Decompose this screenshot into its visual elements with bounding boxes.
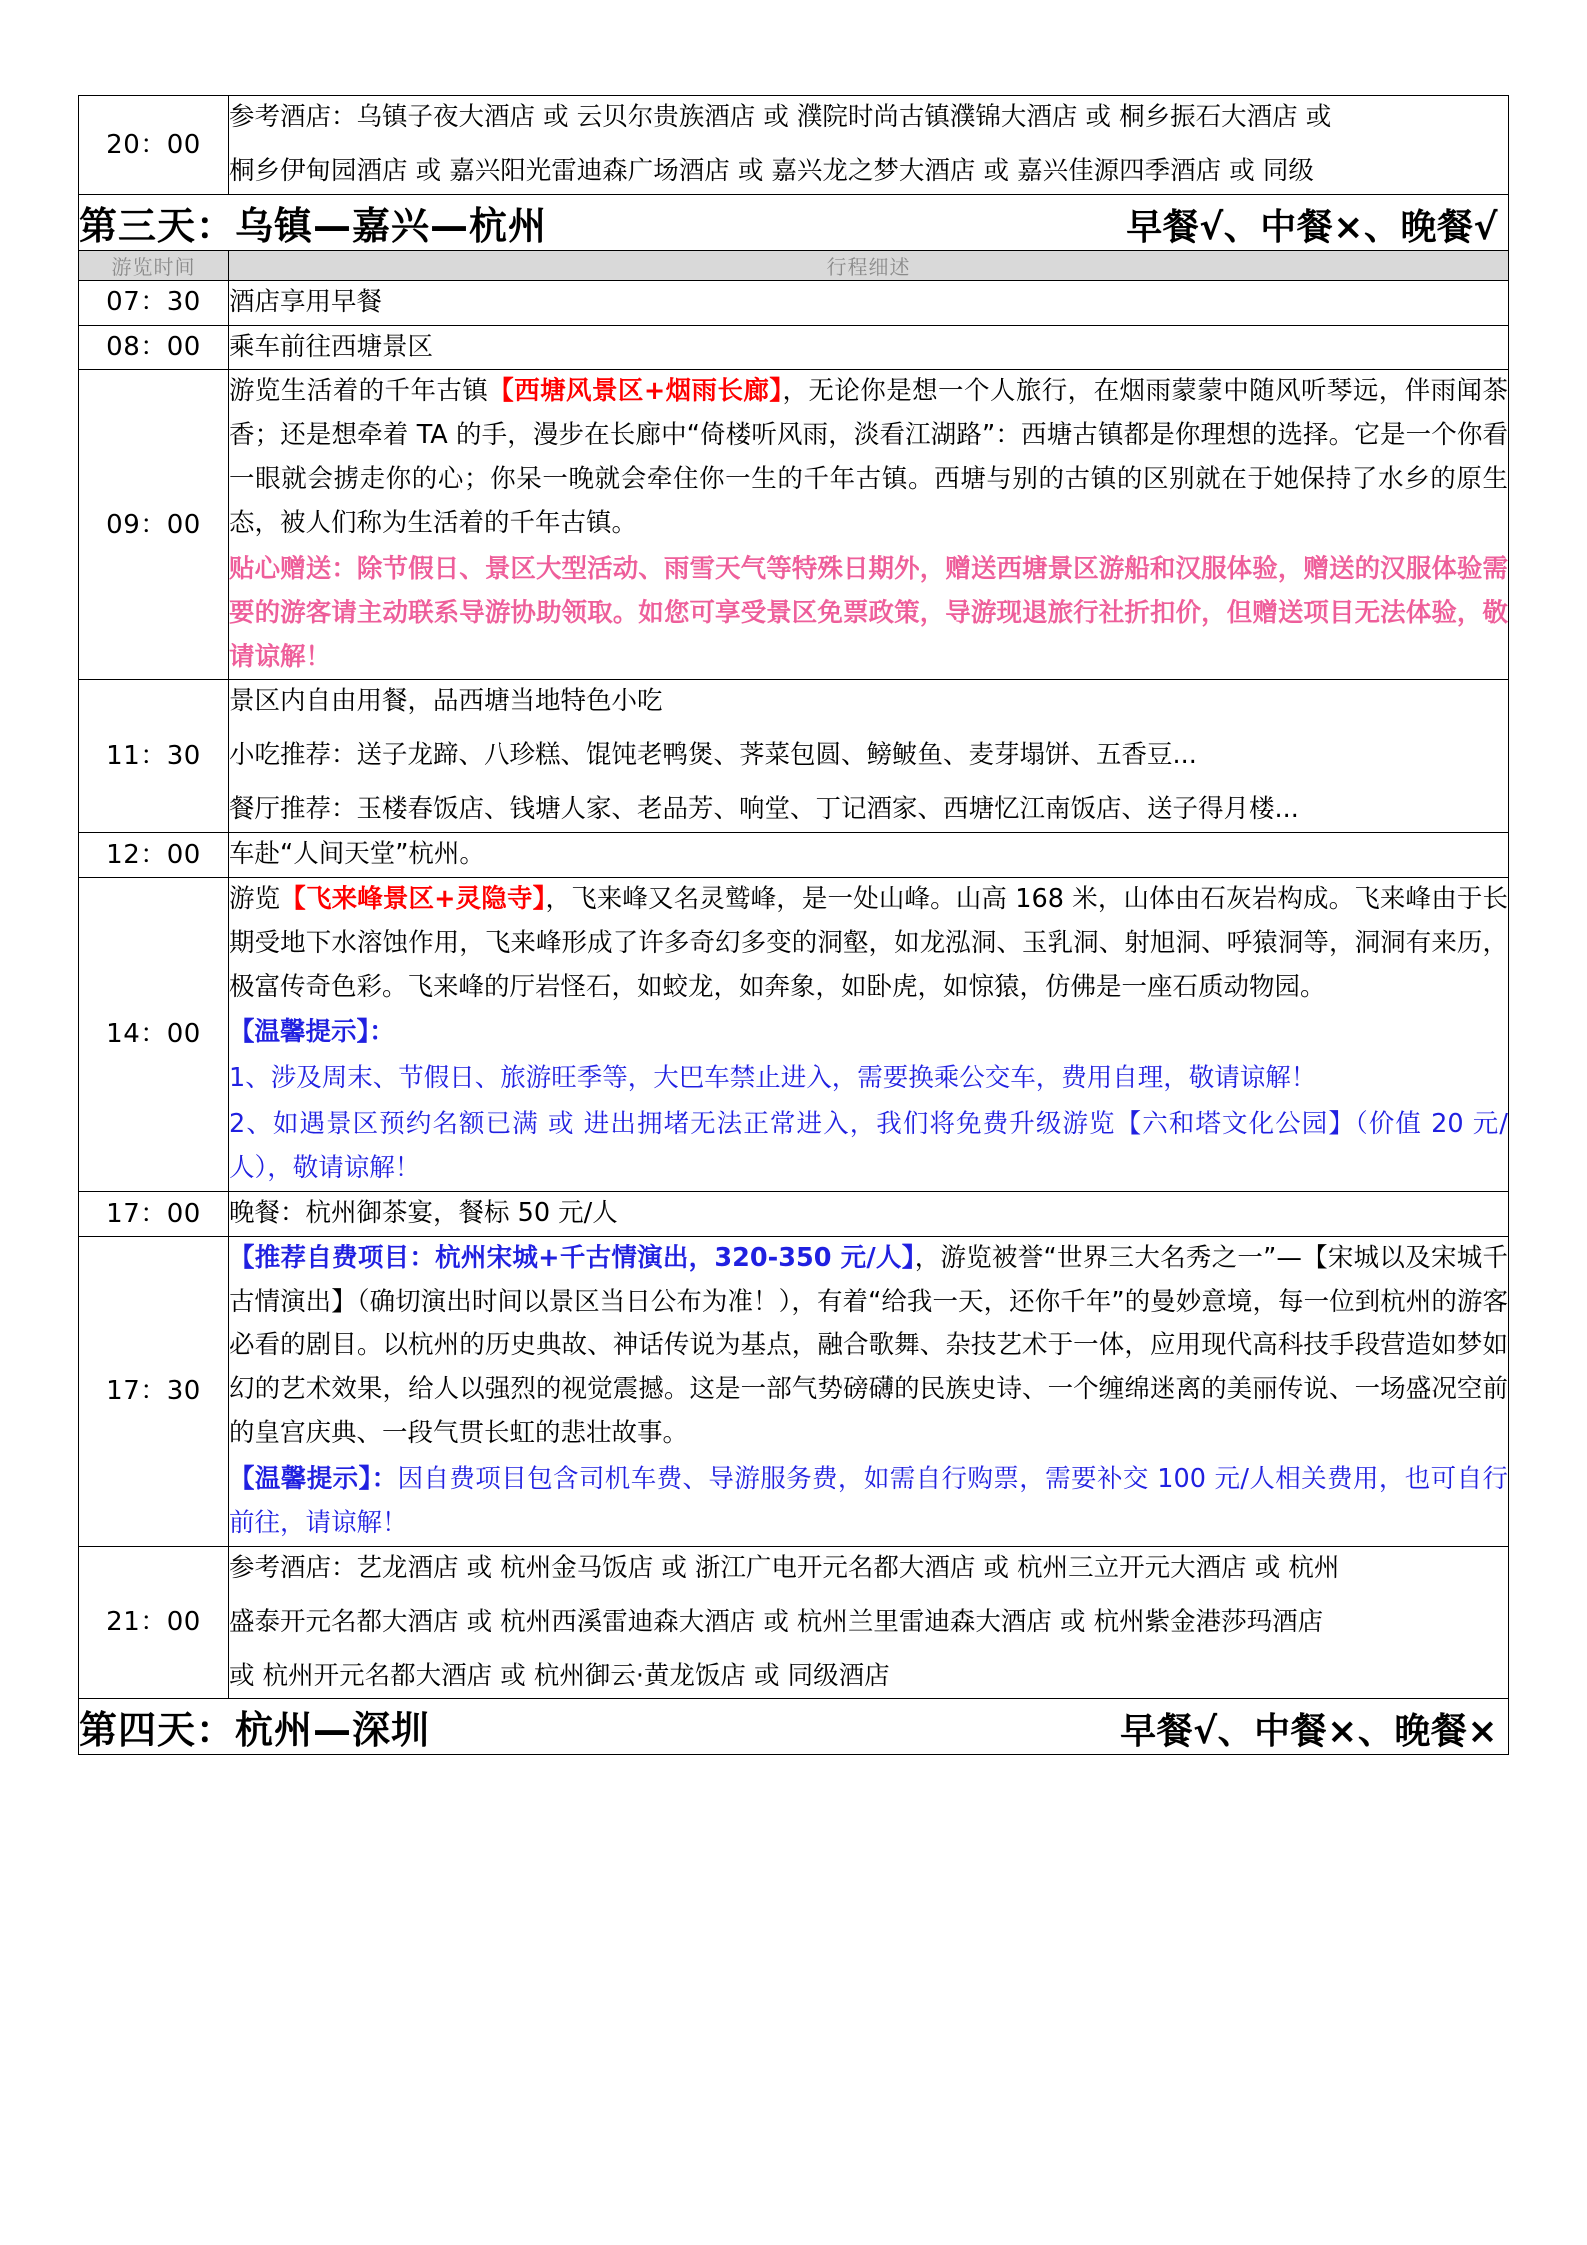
detail-text: 酒店享用早餐: [229, 286, 383, 317]
table-row-hotel-day3: [79, 1546, 1509, 1699]
time-cell: 17：00: [79, 1191, 229, 1236]
day-header-row-day4: [79, 1699, 1509, 1755]
tips-text: 因自费项目包含司机车费、导游服务费，如需自行购票，需要补交 100 元/人相关费用，也可自行前往，请谅解！: [229, 1464, 1508, 1538]
day-meals-badge: 早餐√、中餐×、晚餐√: [1126, 206, 1498, 248]
detail-cell: [229, 680, 1509, 833]
column-header-detail: 行程细述: [229, 250, 1509, 280]
table-row-1400: [79, 877, 1509, 1191]
table-row-1200: [79, 833, 1509, 878]
day-header-row-day3: [79, 194, 1509, 250]
detail-cell: [229, 370, 1509, 680]
meal-line-1: 景区内自由用餐，品西塘当地特色小吃: [229, 686, 663, 717]
tip-item-2: 2、如遇景区预约名额已满 或 进出拥堵无法正常进入，我们将免费升级游览【六和塔文化公园】（价值 20 元/人），敬请谅解！: [229, 1109, 1508, 1184]
snack-recommendations: 小吃推荐：送子龙蹄、八珍糕、馄饨老鸭煲、荠菜包圆、鳑鲏鱼、麦芽塌饼、五香豆...: [229, 740, 1197, 771]
detail-paragraph-feilaifeng: [229, 878, 1508, 1010]
day-title: 第四天：杭州—深圳: [79, 1708, 431, 1753]
text-post: ，游览被誉“世界三大名秀之一”—【宋城以及宋城千古情演出】（确切演出时间以景区当日公布为准！），有着“给我一天，还你千年”的曼妙意境，每一位到杭州的游客必看的剧目。以杭州的历史典故、神话传说为基点，融合歌舞、杂技艺术于一体，应用现代高科技手段营造如梦如幻的艺术效果，给人以强烈的视觉震撼。这是一部气势磅礴的民族史诗、一个缠绵迷离的美丽传说、一场盛况空前的皇宫庆典、一段气贯长虹的悲壮故事。: [229, 1242, 1508, 1449]
detail-text: 晚餐：杭州御茶宴，餐标 50 元/人: [229, 1197, 618, 1228]
itinerary-table: [78, 95, 1509, 1755]
detail-text: 乘车前往西塘景区: [229, 331, 434, 362]
hotel-line-2: 盛泰开元名都大酒店 或 杭州西溪雷迪森大酒店 或 杭州兰里雷迪森大酒店 或 杭州紫金港莎玛酒店: [229, 1606, 1324, 1637]
detail-cell: [229, 1546, 1509, 1699]
day-header-cell: [79, 1699, 1509, 1755]
table-row-0900: [79, 370, 1509, 680]
tips-title: 【温馨提示】：: [229, 1464, 398, 1495]
detail-paragraph-songcheng: [229, 1237, 1508, 1456]
hotel-line-1: 参考酒店：艺龙酒店 或 杭州金马饭店 或 浙江广电开元名都大酒店 或 杭州三立开元大酒店 或 杭州: [229, 1552, 1340, 1583]
time-cell: 21：00: [79, 1546, 229, 1699]
time-cell: 07：30: [79, 280, 229, 325]
detail-cell: [229, 1191, 1509, 1236]
tips-title: 【温馨提示】：: [229, 1017, 395, 1048]
detail-text: 车赴“人间天堂”杭州。: [229, 839, 485, 870]
text-pre: 游览: [229, 883, 281, 914]
text-pre: 游览生活着的千年古镇: [229, 376, 489, 407]
column-header-time: 游览时间: [79, 250, 229, 280]
table-row-0730: [79, 280, 1509, 325]
column-header-row: [79, 250, 1509, 280]
time-cell: 08：00: [79, 325, 229, 370]
day-header-cell: [79, 194, 1509, 250]
text-post: ，无论你是想一个人旅行，在烟雨蒙蒙中随风听琴远，伴雨闻茶香；还是想牵着 TA 的手，漫步在长廊中“倚楼听风雨，淡看江湖路”：西塘古镇都是你理想的选择。它是一个你看一眼就会掳走你的心；你呆一晚就会牵住你一生的千年古镇。西塘与别的古镇的区别就在于她保持了水乡的原生态，被人们称为生活着的千年古镇。: [229, 376, 1508, 539]
detail-cell: [229, 280, 1509, 325]
detail-paragraph-gift: 贴心赠送：除节假日、景区大型活动、雨雪天气等特殊日期外，赠送西塘景区游船和汉服体验，赠送的汉服体验需要的游客请主动联系导游协助领取。如您可享受景区免票政策，导游现退旅行社折扣价，但赠送项目无法体验，敬请谅解！: [229, 553, 1508, 672]
text-post: ，飞来峰又名灵鹫峰，是一处山峰。山高 168 米，山体由石灰岩构成。飞来峰由于长期受地下水溶蚀作用，飞来峰形成了许多奇幻多变的洞壑，如龙泓洞、玉乳洞、射旭洞、呼猿洞等，洞洞有来历，极富传奇色彩。飞来峰的厅岩怪石，如蛟龙，如奔象，如卧虎，如惊猿，仿佛是一座石质动物园。: [229, 883, 1508, 1002]
time-cell: 14：00: [79, 877, 229, 1191]
time-cell: 12：00: [79, 833, 229, 878]
day-meals-badge: 早餐√、中餐×、晚餐×: [1120, 1711, 1498, 1753]
table-row-1130: [79, 680, 1509, 833]
table-row-1700: [79, 1191, 1509, 1236]
hotel-line-1: 参考酒店：乌镇子夜大酒店 或 云贝尔贵族酒店 或 濮院时尚古镇濮锦大酒店 或 桐乡振石大酒店 或: [229, 102, 1332, 132]
time-cell: 09：00: [79, 370, 229, 680]
time-cell: 11：30: [79, 680, 229, 833]
time-cell: 20：00: [79, 96, 229, 195]
tips-paragraph: [229, 1458, 1508, 1546]
tip-item-1: 1、涉及周末、节假日、旅游旺季等，大巴车禁止进入，需要换乘公交车，费用自理，敬请谅解！: [229, 1063, 1317, 1094]
table-row-0800: [79, 325, 1509, 370]
table-row-hotel-day2: [79, 96, 1509, 195]
highlight-attraction: 【飞来峰景区+灵隐寺】: [280, 883, 546, 914]
day-title: 第三天：乌镇—嘉兴—杭州: [79, 203, 548, 248]
table-row-1730: [79, 1236, 1509, 1546]
time-cell: 17：30: [79, 1236, 229, 1546]
restaurant-recommendations: 餐厅推荐：玉楼春饭店、钱塘人家、老品芳、响堂、丁记酒家、西塘忆江南饭店、送子得月楼...: [229, 794, 1299, 825]
detail-cell: [229, 1236, 1509, 1546]
hotel-line-3: 或 杭州开元名都大酒店 或 杭州御云·黄龙饭店 或 同级酒店: [229, 1660, 890, 1691]
detail-cell: [229, 325, 1509, 370]
detail-cell: [229, 96, 1509, 195]
detail-cell: [229, 833, 1509, 878]
highlight-optional-program: 【推荐自费项目：杭州宋城+千古情演出，320-350 元/人】: [229, 1242, 915, 1273]
detail-paragraph-xitang: [229, 370, 1508, 545]
detail-cell: [229, 877, 1509, 1191]
hotel-line-2: 桐乡伊甸园酒店 或 嘉兴阳光雷迪森广场酒店 或 嘉兴龙之梦大酒店 或 嘉兴佳源四季酒店 或 同级: [229, 155, 1314, 186]
highlight-attraction: 【西塘风景区+烟雨长廊】: [488, 376, 783, 407]
